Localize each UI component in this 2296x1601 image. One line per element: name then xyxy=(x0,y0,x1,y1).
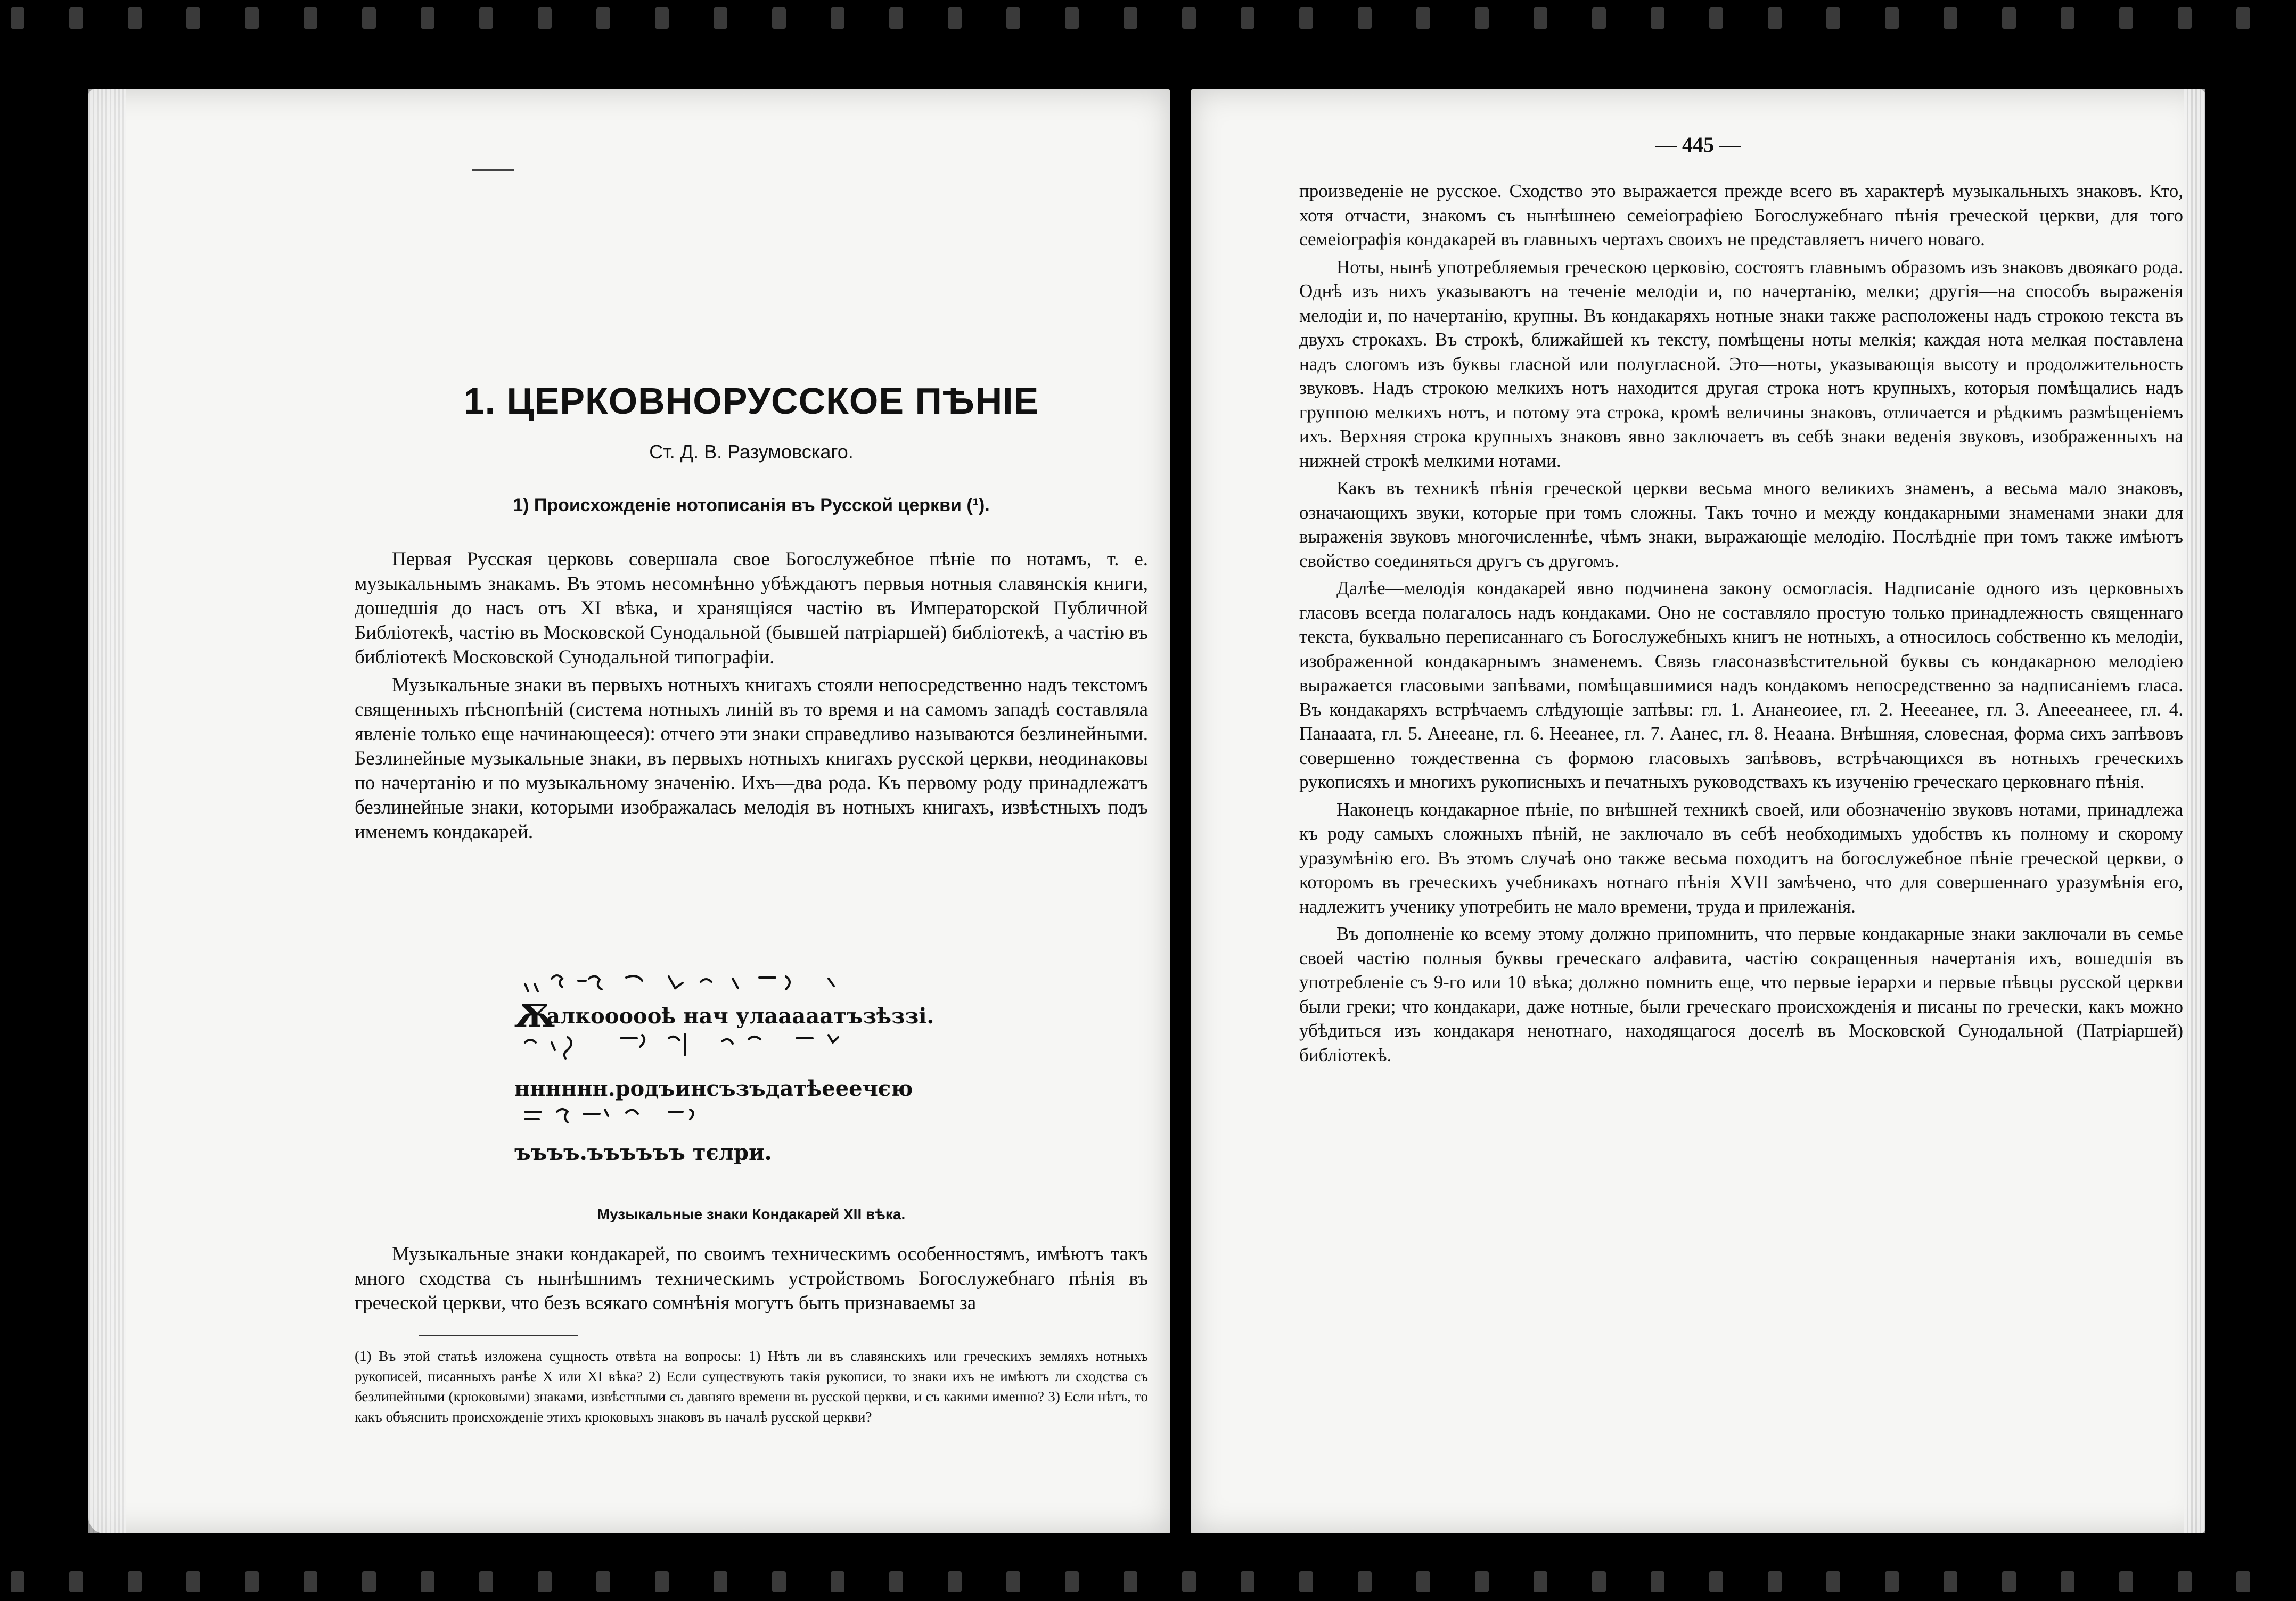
sprocket-hole xyxy=(421,1571,434,1592)
sprocket-hole xyxy=(245,7,259,29)
musical-notation-image xyxy=(509,968,999,1181)
sprocket-hole xyxy=(479,1571,493,1592)
paragraph: произведеніе не русское. Сходство это выражается прежде всего въ характерѣ музыкальныхъ знаковъ. Кто, хотя отчасти, знакомъ съ нынѣшнею семеіографіею Богослужебнаго пѣнія греческой церкви, для того семеіографія кондакарей въ главныхъ чертахъ своихъ не представляетъ ничего новаго. xyxy=(1299,180,2183,250)
sprocket-hole xyxy=(2119,1571,2133,1592)
sprocket-hole xyxy=(1534,1571,1547,1592)
sprocket-hole xyxy=(1475,1571,1489,1592)
sprocket-hole xyxy=(714,7,727,29)
sprocket-hole xyxy=(11,1571,24,1592)
sprocket-hole xyxy=(2236,7,2250,29)
sprocket-hole xyxy=(1065,1571,1079,1592)
sprocket-hole xyxy=(1299,7,1313,29)
notation-line-3: ъъъъ.ъъъъъъ тєлри. xyxy=(514,1140,772,1165)
left-body xyxy=(355,547,1148,844)
sprocket-hole xyxy=(1709,1571,1723,1592)
sprocket-hole xyxy=(1124,7,1137,29)
sprocket-hole xyxy=(655,1571,669,1592)
sprocket-hole xyxy=(1006,7,1020,29)
sprocket-hole xyxy=(1416,7,1430,29)
sprocket-hole xyxy=(655,7,669,29)
page-number: — 445 — xyxy=(1655,133,1741,157)
sprocket-hole xyxy=(889,1571,903,1592)
sprocket-hole xyxy=(948,1571,962,1592)
right-body xyxy=(1299,179,2183,1067)
sprocket-hole xyxy=(2178,1571,2192,1592)
sprocket-hole xyxy=(69,1571,83,1592)
page-edge-right xyxy=(2184,89,2205,1533)
sprocket-hole xyxy=(772,1571,786,1592)
sprocket-hole xyxy=(1709,7,1723,29)
left-page xyxy=(88,89,1170,1533)
left-closing xyxy=(355,1242,1148,1316)
sprocket-hole xyxy=(1241,1571,1254,1592)
sprocket-hole xyxy=(304,1571,317,1592)
sprocket-hole xyxy=(421,7,434,29)
sprocket-hole xyxy=(362,7,376,29)
sprocket-hole xyxy=(128,7,142,29)
notation-line-2: нннннн.родъинсъзъдатѣееечєю xyxy=(514,1076,913,1101)
sprocket-hole xyxy=(1592,7,1606,29)
sprocket-hole xyxy=(479,7,493,29)
sprocket-hole xyxy=(245,1571,259,1592)
sprocket-hole xyxy=(831,7,844,29)
sprocket-hole xyxy=(1065,7,1079,29)
paragraph: Музыкальные знаки кондакарей, по своимъ техническимъ особенностямъ, имѣютъ такъ много сходства съ нынѣшнимъ техническимъ устройствомъ Богослужебнаго пѣнія въ греческой церкви, что безъ всякаго сомнѣнія могутъ быть признаваемы за xyxy=(355,1243,1148,1314)
sprocket-hole xyxy=(1826,1571,1840,1592)
sprocket-hole xyxy=(889,7,903,29)
sprocket-hole xyxy=(1182,1571,1196,1592)
sprocket-hole xyxy=(11,7,24,29)
sprocket-hole xyxy=(538,1571,552,1592)
sprocket-hole xyxy=(1182,7,1196,29)
sprocket-hole xyxy=(2002,7,2016,29)
sprocket-hole xyxy=(772,7,786,29)
sprocket-hole xyxy=(1592,1571,1606,1592)
sprocket-hole xyxy=(2178,7,2192,29)
paragraph: Наконецъ кондакарное пѣніе, по внѣшней техникѣ своей, или обозначенію звуковъ нотами, принадлежа къ роду самыхъ сложныхъ пѣній, не заключало въ себѣ необходимыхъ удобствъ къ полному и скорому уразумѣнію его. Въ этомъ случаѣ оно также весьма походитъ на богослужебное пѣніе греческой церкви, о которомъ въ греческихъ учебникахъ нотнаго пѣнія XVII замѣчено, что для совершеннаго уразумѣнія его, надлежитъ ученику употребить не мало времени, труда и прилежанія. xyxy=(1299,799,2183,917)
sprocket-hole xyxy=(1768,1571,1782,1592)
paragraph: Первая Русская церковь совершала свое Богослужебное пѣніе по нотамъ, т. е. музыкальнымъ знакамъ. Въ этомъ несомнѣнно убѣждаютъ первыя нотныя славянскія книги, дошедшія до насъ отъ XI вѣка, и хранящіяся частію въ Императорской Публичной Библіотекѣ, частію въ Московской Сунодальной (бывшей патріаршей) библіотекѣ, а частію въ библіотекѣ Московской Сунодальной типографіи. xyxy=(355,548,1148,668)
sprocket-hole xyxy=(69,7,83,29)
sprocket-hole xyxy=(1358,1571,1372,1592)
sprocket-hole xyxy=(1475,7,1489,29)
sprocket-hole xyxy=(2002,1571,2016,1592)
film-strip-bottom xyxy=(0,1564,2296,1601)
sprocket-hole xyxy=(538,7,552,29)
sprocket-hole xyxy=(304,7,317,29)
sprocket-hole xyxy=(596,1571,610,1592)
sprocket-hole xyxy=(1241,7,1254,29)
sprocket-hole xyxy=(186,1571,200,1592)
sprocket-hole xyxy=(1534,7,1547,29)
paragraph: Какъ въ техникѣ пѣнія греческой церкви весьма много великихъ знаменъ, а весьма мало знаковъ, означающихъ звуки, которые при томъ сложны. Такъ точно и между кондакарными знаменами знаки для выраженія звуковъ многочисленнѣе, чѣмъ знаки, выражающіе мелодію. Послѣдніе при томъ также имѣютъ свойство соединяться другъ съ другомъ. xyxy=(1299,478,2183,571)
sprocket-hole xyxy=(1006,1571,1020,1592)
scan-mark xyxy=(472,169,514,171)
sprocket-hole xyxy=(1416,1571,1430,1592)
footnote: (1) Въ этой статьѣ изложена сущность отвѣта на вопросы: 1) Нѣтъ ли въ славянскихъ или греческихъ земляхъ нотныхъ рукописей, писанныхъ ранѣе X или XI вѣка? 2) Если существуютъ такія рукописи, то знаки ихъ не имѣютъ ли сходства съ безлинейными (крюковыми) знаками, извѣстными съ давняго времени въ русской церкви, и съ какими именно? 3) Если нѣтъ, то какъ объяснить происхожденіе этихъ крюковыхъ знаковъ въ началѣ русской церкви? xyxy=(355,1348,1148,1425)
sprocket-hole xyxy=(596,7,610,29)
sprocket-hole xyxy=(362,1571,376,1592)
right-page xyxy=(1191,89,2205,1533)
paragraph: Ноты, нынѣ употребляемыя греческою церковію, состоятъ главнымъ образомъ изъ знаковъ двоякаго рода. Однѣ изъ нихъ указываютъ на теченіе мелодіи и, по начертанію, мелки; другія—на способъ выраженія мелодіи и, по начертанію, крупны. Въ кондакаряхъ нотные знаки также расположены надъ строкою текста въ двухъ строкахъ. Въ строкѣ, ближайшей къ тексту, помѣщены ноты мелкія; каждая нота мелкая поставлена надъ слогомъ изъ буквы гласной или полугласной. Это—ноты, указывающія высоту и продолжительность звуковъ. Надъ строкою мелкихъ нотъ находится другая строка нотъ крупныхъ, которыя помѣщались надъ группою мелкихъ нотъ, и потому эта строка, кромѣ величины знаковъ, отличается и рѣдкимъ размѣщеніемъ ихъ. Верхняя строка крупныхъ знаковъ явно заключаетъ въ себѣ знаки веденія звуковъ, изображенныхъ на нижней строкѣ мелкими нотами. xyxy=(1299,256,2183,471)
page-edge-left xyxy=(88,89,126,1533)
sprocket-hole xyxy=(2061,7,2074,29)
sprocket-hole xyxy=(186,7,200,29)
sprocket-hole xyxy=(1651,1571,1664,1592)
sprocket-hole xyxy=(831,1571,844,1592)
paragraph: Въ дополненіе ко всему этому должно припомнить, что первые кондакарные знаки заключали въ семье своей частію полныя буквы греческаго алфавита, частію сокращенныя начертанія ихъ, вошедшія въ употребленіе съ 9-го или 10 вѣка; должно помнить еще, что первые іерархи и первые пѣвцы русской церкви были греки; что кондакари, даже нотные, были греческаго происхожденія и писаны по гречески, какъ можно убѣдиться изъ кондакаря ненотнаго, находящагося доселѣ въ Московской Сунодальной (Патріаршей) библіотекѣ. xyxy=(1299,923,2183,1065)
svg-text:Ѫ: Ѫ xyxy=(514,998,555,1034)
sprocket-hole xyxy=(2061,1571,2074,1592)
section-heading: 1) Происхожденіе нотописанія въ Русской церкви (¹). xyxy=(513,495,990,515)
sprocket-hole xyxy=(1651,7,1664,29)
footnote-rule xyxy=(419,1335,578,1336)
sprocket-hole xyxy=(1299,1571,1313,1592)
sprocket-hole xyxy=(1768,7,1782,29)
notation-line-1: алкоооооҍ нач улааааатъзѣззі. xyxy=(546,1004,934,1029)
paragraph: Далѣе—мелодія кондакарей явно подчинена закону осмогласія. Надписаніе одного изъ церковныхъ гласовъ всегда полагалось надъ кондаками. Оно не составляло простую только принадлежность священнаго текста, буквально переписаннаго съ Богослужебныхъ книгъ не нотныхъ, а относилось собственно къ мелодіи, изображенной кондакарнымъ знаменемъ. Связь гласоназвѣстительной буквы съ кондакарною мелодіею выражается гласовыми запѣвами, помѣщавшимися надъ кондакомъ непосредственно за надписаніемъ гласа. Въ кондакаряхъ встрѣчаемъ слѣдующіе запѣвы: гл. 1. Ананеоиее, гл. 2. Неееанее, гл. 3. Аneеeанеее, гл. 4. Панааата, гл. 5. Анеeане, гл. 6. Неeaнее, гл. 7. Аанес, гл. 8. Неаaна. Внѣшняя, словесная, форма сихъ запѣвовъ совершенно тождественна съ формою гласовыхъ запѣвовъ, встрѣчающихся въ нотныхъ греческихъ рукописяхъ и многихъ рукописныхъ и печатныхъ руководствахъ къ изученію греческаго церковнаго пѣнія. xyxy=(1299,578,2183,792)
sprocket-hole xyxy=(1885,7,1899,29)
sprocket-hole xyxy=(1826,7,1840,29)
paragraph: Музыкальные знаки въ первыхъ нотныхъ книгахъ стояли непосредственно надъ текстомъ священныхъ пѣснопѣній (система нотныхъ линій въ то время и на самомъ западѣ составляла явленіе только еще начинающееся): отчего эти знаки справедливо называются безлинейными. Безлинейные музыкальные знаки, въ первыхъ нотныхъ книгахъ русской церкви, неодинаковы по начертанію и по музыкальному значенію. Ихъ—два рода. Къ первому роду принадлежатъ безлинейные знаки, которыми изображалась мелодія въ нотныхъ книгахъ, извѣстныхъ подъ именемъ кондакарей. xyxy=(355,674,1148,843)
sprocket-hole xyxy=(2236,1571,2250,1592)
sprocket-hole xyxy=(948,7,962,29)
sprocket-hole xyxy=(1944,1571,1957,1592)
film-strip-top xyxy=(0,0,2296,37)
sprocket-hole xyxy=(714,1571,727,1592)
sprocket-hole xyxy=(1358,7,1372,29)
article-author: Ст. Д. В. Разумовскаго. xyxy=(649,441,854,463)
sprocket-hole xyxy=(1944,7,1957,29)
sprocket-hole xyxy=(128,1571,142,1592)
sprocket-hole xyxy=(1885,1571,1899,1592)
article-title: 1. ЦЕРКОВНОРУССКОЕ ПѢНІЕ xyxy=(463,380,1039,422)
sprocket-hole xyxy=(2119,7,2133,29)
figure-caption: Музыкальные знаки Кондакарей XII вѣка. xyxy=(597,1206,906,1222)
sprocket-hole xyxy=(1124,1571,1137,1592)
